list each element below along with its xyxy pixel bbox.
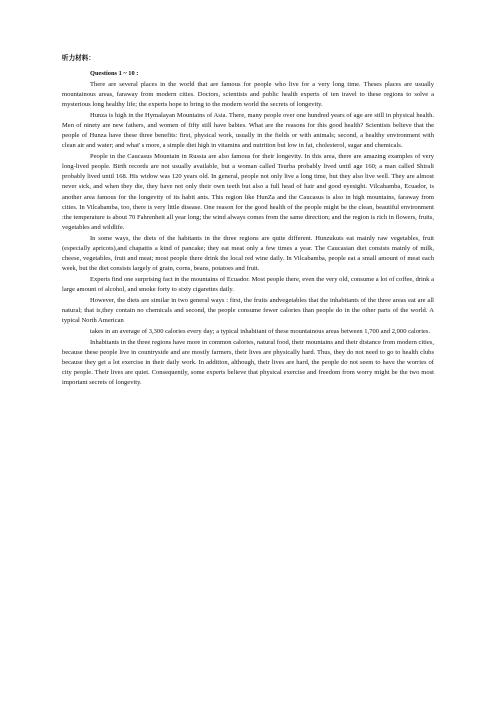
paragraph: takes in an average of 3,300 calories every day; a typical inhabitant of these mountainous areas between 1,700 and 2,000 calories. bbox=[90, 328, 431, 336]
paragraph: People in the Caucasus Mountain in Russia are also famous for their longevity. In this area, there are amazing examples of very long-lived people. Birth records are not usually available, but a woman called Tsurba probably lived until age 160; a man called Shirali probably lived until 168. His widow was 120 years old. In general, people not only live a long time, but they also live well. They are almost never sick, and when they die, they have not only their own teeth but also a full head of hair and good eyesight. Vilcabamba, Ecuador, is another area famous for the longevity of its habit ants. This region like HunZa and the Caucasus is also in high mountains, faraway from cities. In Vilcabamba, too, there is very little disease. One reason for the good health of the people might be the clean, beautiful environment :the temperature is about 70 Fahrenheit all year long; the wind always comes from the same direction; and the region is rich in flowers, fruits, vegetables and wildlife. bbox=[62, 153, 434, 231]
paragraph: Inhabitants in the three regions have more in common calories, natural food, their mountains and their distance from modern cities, because these people live in countryside and are mostly farmers, their lives are physically hard. Thus, they do not need to go to health clubs because they get a lot exercise in their daily work. In addition, although, their lives are hard, the people do not seem to have the worries of city people. Their lives are quiet. Consequently, some experts believe that physical exercise and freedom from worry might be the two most important secrets of longevity. bbox=[62, 339, 434, 387]
paragraph: Hunza is high in the Hymalayan Mountains of Asia. There, many people over one hundred years of age are still in physical health. Men of ninety are new fathers, and women of fifty still have babies. What are the reasons for this good health? Scientists believe that the people of Hunza have these three benefits: first, physical work, usually in the fields or with animals; second, a healthy environment with clean air and water; and what' s more, a simple diet high in vitamins and nutrition but low in fat, cholesterol, sugar and chemicals. bbox=[62, 112, 434, 150]
paragraph: In some ways, the diets of the habitants in the three regions are quite different. Hunzukuts eat mainly raw vegetables, fruit (especially apricots),and chapattis a kind of pancake; they eat meat only a few times a year. The Caucasian diet consists mainly of milk, cheese, vegetables, fruit and meat; most people there drink the local red wine daily. In Vilcabamba, people eat a small amount of meat each week, but the diet consists largely of grain, corns, beans, potatoes and fruit. bbox=[62, 234, 434, 272]
section-heading: 听力材料： bbox=[62, 54, 95, 62]
paragraph: There are several places in the world that are famous for people who live for a very long time. Theses places are usually mountainous areas, faraway from modern cities. Doctors, scientists and public health experts of ten travel to these regions to solve a mysterious long healthy life; the experts hope to bring to the modern world the secrets of longevity. bbox=[62, 81, 434, 109]
paragraph: However, the diets are similar in two general ways : first, the fruits andvegetables that the inhabitants of the three areas eat are all natural; that is,they contain no chemicals and second, the people consume fewer calories than people do in the other parts of the world. A typical North American bbox=[62, 296, 434, 325]
document-page bbox=[62, 54, 434, 389]
questions-label: Questions 1 ~ 10 : bbox=[90, 70, 139, 77]
paragraph: Experts find one surprising fact in the mountains of Ecuador. Most people there, even the very old, consume a lot of coffee, drink a large amount of alcohol, and smoke forty to sixty cigarettes daily. bbox=[62, 275, 434, 293]
